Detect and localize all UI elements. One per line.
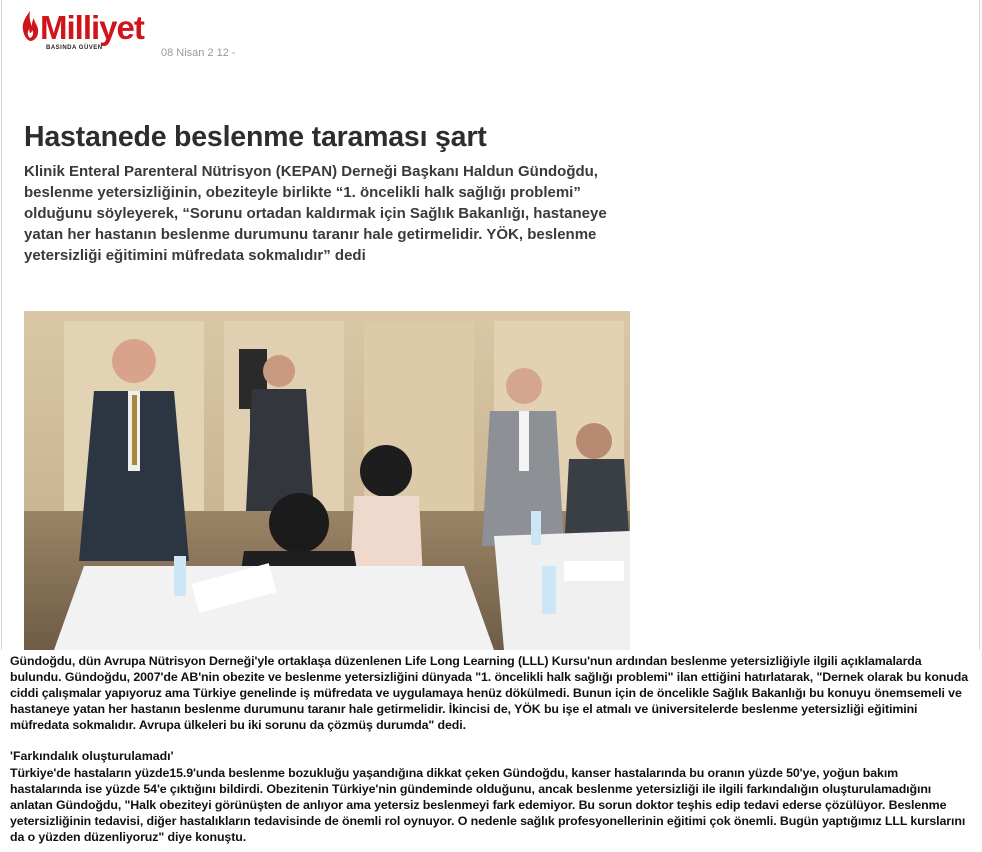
article-paragraph-2: Türkiye'de hastaların yüzde15.9'unda beslenme bozukluğu yaşandığına dikkat çeken Gündoğdu, kanser hastalarında bu oranın yüzde 50'ye, yoğun bakım hastalarında ise yüzde 54'e çıktığını bildirdi. Obezitenin Türkiye'nin gündeminde olduğunu, ancak beslenme yetersizliği ile ilgili farkındalığın oluşturulamadığını anlatan Gündoğdu, "Halk obeziteyi görünüşten de anlıyor ama yetersiz beslenmeyi fark edemiyor. Bu sorun doktor teşhis edip tedavi ederse çözülüyor. Beslenme yetersizliğinin tedavisi, diğer hastalıkların tedavisinde de önemli rol oynuyor. O nedenle sağlık profesyonellerinin eğitimi çok önemli. Bugün yaptığımız LLL kurslarını da o yüzden düzenliyoruz" diye konuştu. bbox=[10, 766, 966, 844]
milliyet-logo[interactable] bbox=[20, 8, 180, 51]
article-paragraph-1: Gündoğdu, dün Avrupa Nütrisyon Derneği'yle ortaklaşa düzenlenen Life Long Learning (LLL) Kursu'nun ardından beslenme yetersizliğiyle ilgili açıklamalarda bulundu. Gündoğdu, 2007'de AB'nin obezite ve beslenme yetersizliğini dünyada "1. öncelikli halk sağlığı problemi" ilan ettiğini hatırlatarak, "Dernek olarak bu konuda ciddi çalışmalar yapıyoruz ama Türkiye genelinde iş müfredata ve uygulamaya henüz dökülmedi. Bunun için de öncelikle Sağlık Bakanlığı bu konuyu önemsemeli ve hastaneye yatan her hastanın beslenme durumunu taranır hale getirmelidir. İkincisi de, YÖK bu işe el atmalı ve üniversitelerde beslenme yetersizliği eğitimini müfredata sokmalıdır. Avrupa ülkeleri bu iki sorunu da çözmüş durumda" dedi. bbox=[10, 654, 968, 732]
conference-photo-illustration bbox=[24, 311, 630, 650]
brand-tagline: BASINDA GÜVEN bbox=[46, 45, 103, 51]
article-subheading: 'Farkındalık oluşturulamadı' bbox=[10, 749, 174, 763]
article-headline: Hastanede beslenme taraması şart bbox=[24, 121, 487, 153]
article-photo bbox=[24, 311, 630, 650]
flame-icon bbox=[20, 10, 40, 42]
dateline: 08 Nisan 2 12 - bbox=[161, 47, 236, 59]
brand-name: Milliyet bbox=[40, 9, 144, 46]
article-lead: Klinik Enteral Parenteral Nütrisyon (KEPAN) Derneği Başkanı Haldun Gündoğdu, beslenme yetersizliğinin, obeziteyle birlikte “1. öncelikli halk sağlığı problemi” olduğunu söyleyerek, “Sorunu ortadan kaldırmak için Sağlık Bakanlığı, hastaneye yatan her hastanın beslenme durumunu taranır hale getirmelidir. YÖK, beslenme yetersizliği eğitimini müfredata sokmalıdır” dedi bbox=[24, 163, 607, 264]
